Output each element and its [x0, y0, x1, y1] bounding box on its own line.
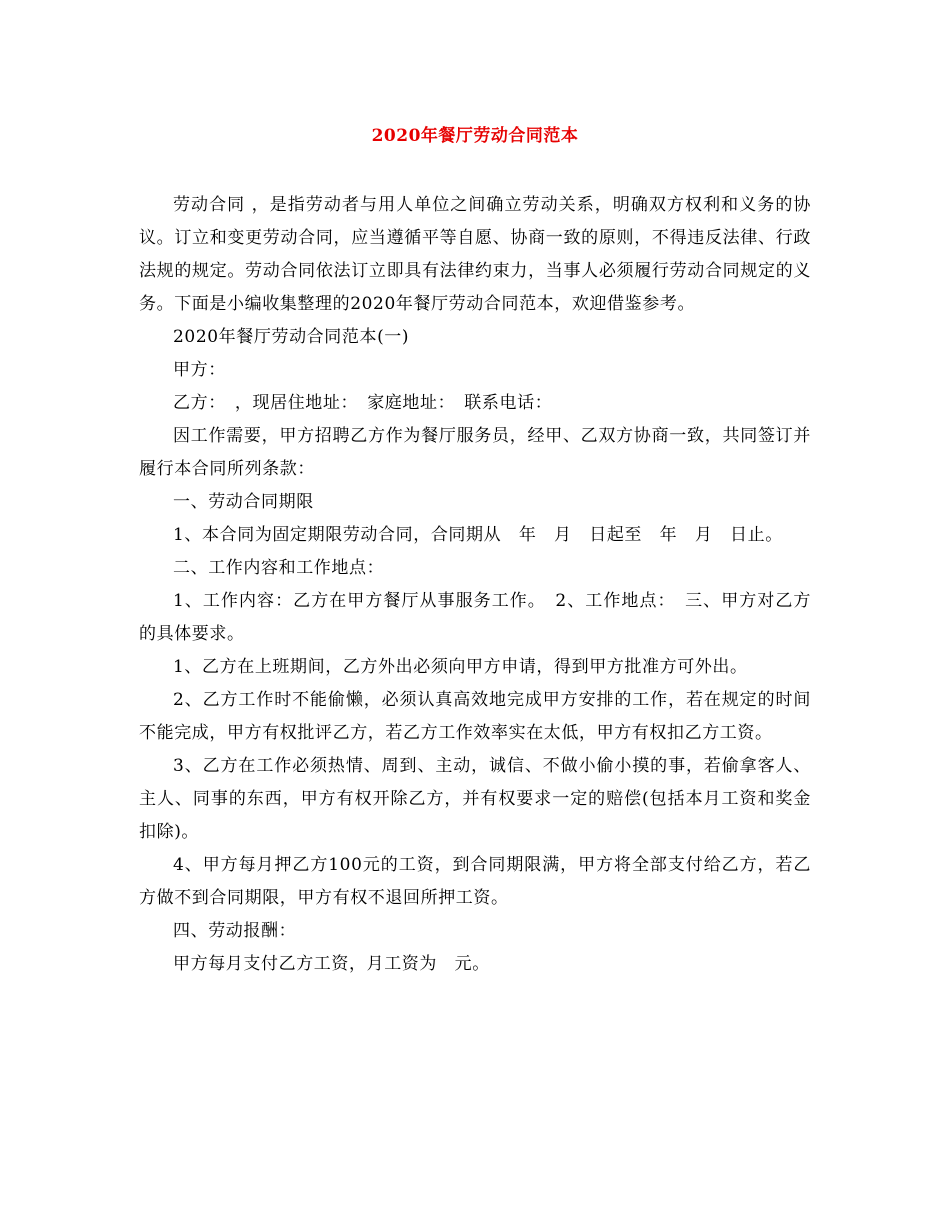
paragraph-party-b: 乙方： ，现居住地址： 家庭地址： 联系电话：: [173, 393, 553, 413]
paragraph-preamble: 因工作需要，甲方招聘乙方作为餐厅服务员，经甲、乙双方协商一致，共同签订并履行本合同所列条款：: [139, 426, 811, 479]
paragraph-requirement-1: 1、乙方在上班期间，乙方外出必须向甲方申请，得到甲方批准方可外出。: [173, 657, 748, 677]
paragraph-intro: 劳动合同 ，是指劳动者与用人单位之间确立劳动关系，明确双方权利和义务的协议。订立和变更劳动合同，应当遵循平等自愿、协商一致的原则，不得违反法律、行政法规的规定。劳动合同依法订立即具有法律约束力，当事人必须履行劳动合同规定的义务。下面是小编收集整理的2020年餐厅劳动合同范本，欢迎借鉴参考。: [139, 195, 811, 314]
paragraph-subtitle: 2020年餐厅劳动合同范本(一): [173, 327, 410, 347]
document-body: [139, 189, 811, 981]
document-title: 2020年餐厅劳动合同范本: [371, 126, 579, 146]
paragraph-party-a: 甲方：: [173, 360, 226, 380]
paragraph-term-1: 1、本合同为固定期限劳动合同，合同期从 年 月 日起至 年 月 日止。: [173, 525, 783, 545]
paragraph-pay-1: 甲方每月支付乙方工资，月工资为 元。: [173, 954, 490, 974]
paragraph-requirement-4: 4、甲方每月押乙方100元的工资，到合同期限满，甲方将全部支付给乙方，若乙方做不到合同期限，甲方有权不退回所押工资。: [139, 855, 811, 908]
paragraph-work-content: 1、工作内容：乙方在甲方餐厅从事服务工作。 2、工作地点： 三、甲方对乙方的具体要求。: [139, 591, 811, 644]
section-heading-term: 一、劳动合同期限: [173, 492, 314, 512]
section-heading-work: 二、工作内容和工作地点：: [173, 558, 385, 578]
paragraph-requirement-3: 3、乙方在工作必须热情、周到、主动，诚信、不做小偷小摸的事，若偷拿客人、主人、同事的东西，甲方有权开除乙方，并有权要求一定的赔偿(包括本月工资和奖金扣除)。: [139, 756, 811, 842]
paragraph-requirement-2: 2、乙方工作时不能偷懒，必须认真高效地完成甲方安排的工作，若在规定的时间不能完成，甲方有权批评乙方，若乙方工作效率实在太低，甲方有权扣乙方工资。: [139, 690, 811, 743]
section-heading-pay: 四、劳动报酬：: [173, 921, 297, 941]
